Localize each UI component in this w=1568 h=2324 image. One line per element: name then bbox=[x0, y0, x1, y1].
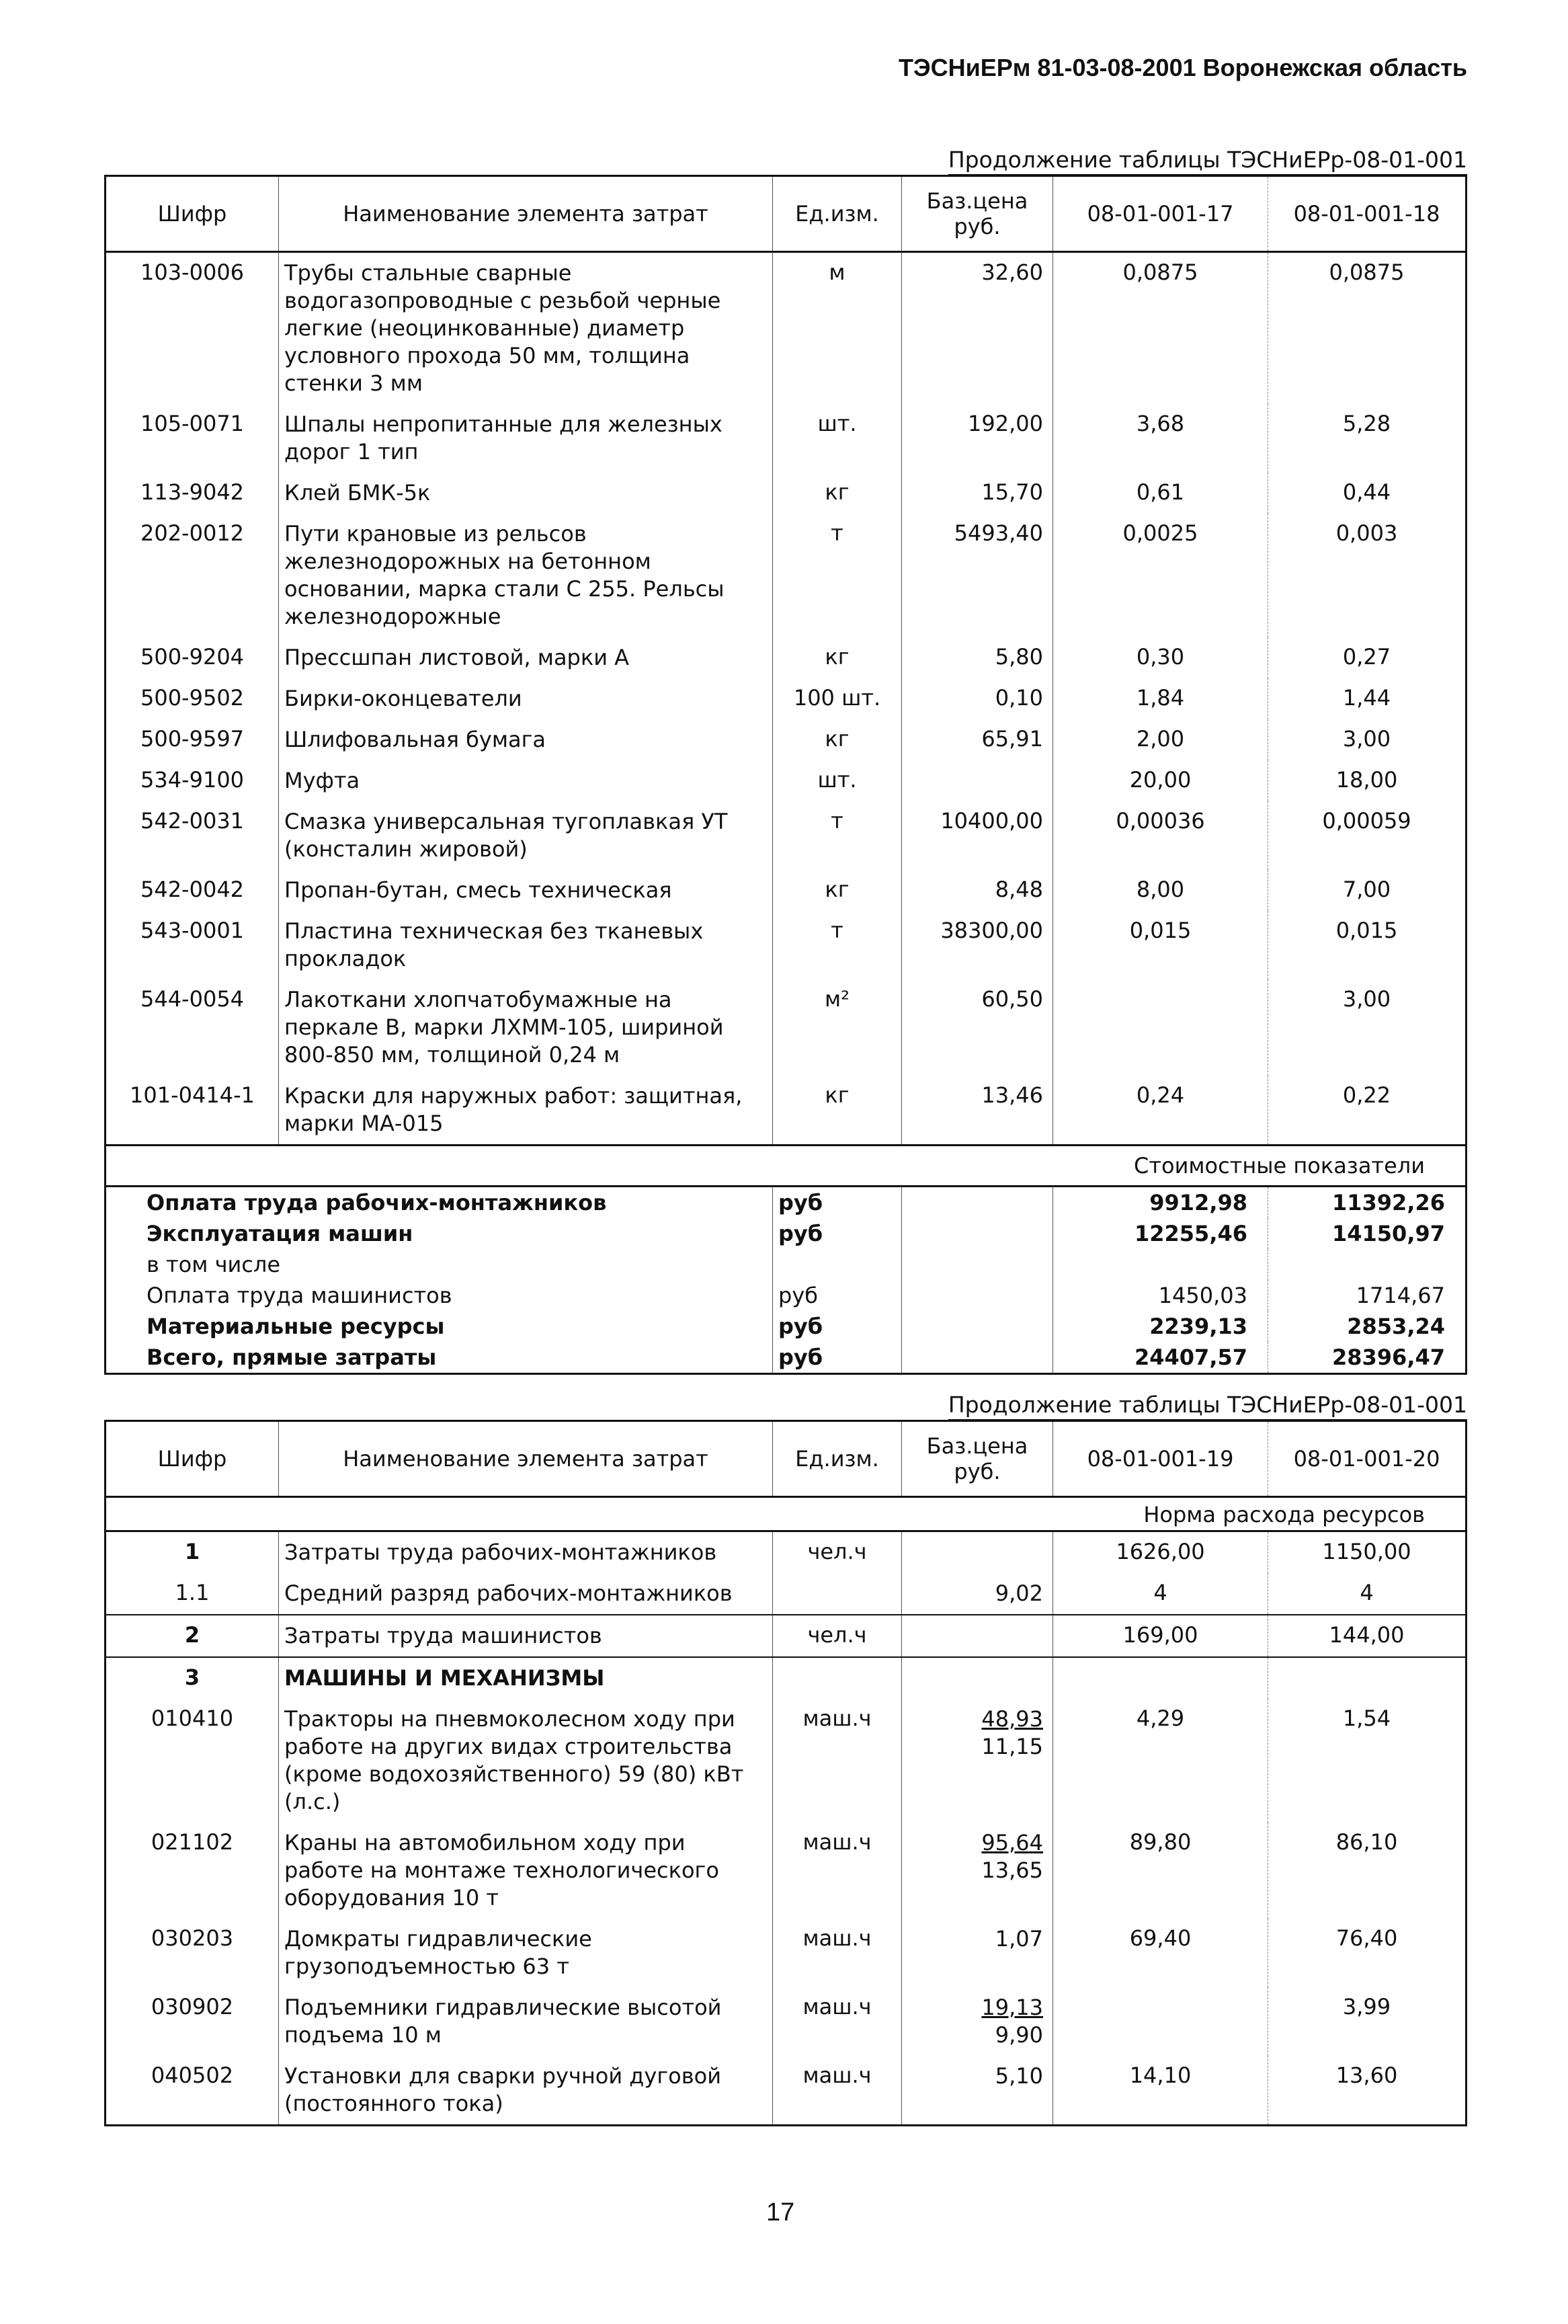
cell-value-1: 0,61 bbox=[1053, 473, 1268, 514]
summary-value-1: 1450,03 bbox=[1053, 1280, 1268, 1311]
price-stack bbox=[981, 1829, 1043, 1884]
summary-price bbox=[902, 1311, 1053, 1342]
table-materials bbox=[104, 175, 1467, 1375]
cell-price bbox=[902, 760, 1053, 801]
cell-code: 030902 bbox=[106, 1987, 279, 2056]
cell-unit: маш.ч bbox=[773, 1919, 902, 1987]
cell-value-2: 0,27 bbox=[1342, 644, 1391, 670]
col-header-v2: 08-01-001-18 bbox=[1268, 176, 1467, 252]
summary-unit bbox=[773, 1249, 902, 1280]
cell-unit: т bbox=[773, 801, 902, 870]
cell-name: Шлифовальная бумага bbox=[279, 719, 773, 760]
cell-unit bbox=[773, 1657, 902, 1699]
cell-price bbox=[902, 1657, 1053, 1699]
cell-code: 030203 bbox=[106, 1919, 279, 1987]
cell-value-1: 0,30 bbox=[1053, 637, 1268, 678]
col-header-unit: Ед.изм. bbox=[773, 176, 902, 252]
cell-value-1: 4 bbox=[1053, 1573, 1268, 1615]
document-header: ТЭСНиЕРм 81-03-08-2001 Воронежская область bbox=[899, 54, 1467, 81]
cell-value-2: 1,44 bbox=[1342, 685, 1391, 711]
cell-code: 101-0414-1 bbox=[106, 1076, 279, 1146]
cell-code: 542-0042 bbox=[106, 870, 279, 911]
table-row bbox=[106, 1699, 1467, 1822]
cell-code: 040502 bbox=[106, 2056, 279, 2126]
table-row bbox=[106, 979, 1467, 1076]
cell-name: Домкраты гидравлические грузоподъемностью 63 т bbox=[279, 1919, 773, 1987]
cell-name: Пропан-бутан, смесь техническая bbox=[279, 870, 773, 911]
table-row bbox=[106, 1919, 1467, 1987]
cell-price: 192,00 bbox=[902, 404, 1053, 473]
cell-value-2: 3,00 bbox=[1342, 986, 1391, 1012]
cell-code: 010410 bbox=[106, 1699, 279, 1822]
cell-code: 103-0006 bbox=[106, 252, 279, 405]
cell-value-2: 86,10 bbox=[1335, 1829, 1398, 1855]
cell-value-2: 0,44 bbox=[1342, 479, 1391, 505]
cell-price: 13,46 bbox=[902, 1076, 1053, 1146]
cell-value-1: 3,68 bbox=[1053, 404, 1268, 473]
table-row bbox=[106, 911, 1467, 979]
summary-label: Эксплуатация машин bbox=[106, 1218, 773, 1249]
cell-unit: маш.ч bbox=[773, 1822, 902, 1919]
table-row bbox=[106, 252, 1467, 405]
cell-name: Трубы стальные сварные водогазопроводные с резьбой черные легкие (неоцинкованные) диаметр условного прохода 50 мм, толщина стенки 3 мм bbox=[279, 252, 773, 405]
col-header-v1: 08-01-001-19 bbox=[1053, 1421, 1268, 1497]
cell-code: 3 bbox=[106, 1657, 279, 1699]
summary-row bbox=[106, 1218, 1467, 1249]
summary-label: в том числе bbox=[106, 1249, 773, 1280]
cell-name: Лакоткани хлопчатобумажные на перкале В, марки ЛХММ-105, шириной 800-850 мм, толщиной 0,24 м bbox=[279, 979, 773, 1076]
cell-name: Пути крановые из рельсов железнодорожных на бетонном основании, марка стали С 255. Рельсы железнодорожные bbox=[279, 514, 773, 637]
cell-price: 5,80 bbox=[902, 637, 1053, 678]
cell-unit: 100 шт. bbox=[773, 678, 902, 719]
cell-code: 534-9100 bbox=[106, 760, 279, 801]
price-stack bbox=[995, 1580, 1043, 1607]
cell-unit: кг bbox=[773, 473, 902, 514]
summary-value-2: 2853,24 bbox=[1347, 1314, 1445, 1339]
cell-price bbox=[902, 1699, 1053, 1822]
col-header-code: Шифр bbox=[106, 1421, 279, 1497]
section-label: Норма расхода ресурсов bbox=[106, 1497, 1467, 1531]
cell-unit: т bbox=[773, 514, 902, 637]
summary-value-1: 2239,13 bbox=[1053, 1311, 1268, 1342]
table-row bbox=[106, 1615, 1467, 1657]
cell-price bbox=[902, 1573, 1053, 1615]
cell-value-2: 0,003 bbox=[1335, 520, 1398, 546]
cell-value-1: 8,00 bbox=[1053, 870, 1268, 911]
cell-price: 8,48 bbox=[902, 870, 1053, 911]
section-row bbox=[106, 1146, 1467, 1187]
cell-value-2: 4 bbox=[1360, 1580, 1374, 1605]
summary-unit: руб bbox=[773, 1187, 902, 1219]
cell-price bbox=[902, 1822, 1053, 1919]
summary-label: Оплата труда рабочих-монтажников bbox=[106, 1187, 773, 1219]
price-machinist-value: 11,15 bbox=[981, 1734, 1043, 1759]
cell-value-1: 1,84 bbox=[1053, 678, 1268, 719]
cell-code: 1.1 bbox=[106, 1573, 279, 1615]
cell-price: 65,91 bbox=[902, 719, 1053, 760]
price-stack bbox=[995, 2062, 1043, 2090]
table-row bbox=[106, 637, 1467, 678]
cell-name: Краски для наружных работ: защитная, марки МА-015 bbox=[279, 1076, 773, 1146]
cell-value-2: 0,22 bbox=[1342, 1082, 1391, 1108]
table-row bbox=[106, 719, 1467, 760]
cell-code: 2 bbox=[106, 1615, 279, 1657]
cell-unit: м² bbox=[773, 979, 902, 1076]
col-header-price: Баз.цена руб. bbox=[902, 176, 1053, 252]
cell-value-2: 3,99 bbox=[1342, 1994, 1391, 2019]
cell-price: 38300,00 bbox=[902, 911, 1053, 979]
cell-code: 1 bbox=[106, 1531, 279, 1574]
cell-value-2: 0,00059 bbox=[1322, 808, 1411, 834]
cell-value-1 bbox=[1053, 1987, 1268, 2056]
summary-value-2 bbox=[1268, 1249, 1467, 1280]
cell-name: Краны на автомобильном ходу при работе на монтаже технологического оборудования 10 т bbox=[279, 1822, 773, 1919]
cell-value-1: 89,80 bbox=[1053, 1822, 1268, 1919]
cell-value-2 bbox=[1268, 1657, 1467, 1699]
summary-value-2: 1714,67 bbox=[1356, 1283, 1445, 1308]
cell-value-1: 0,24 bbox=[1053, 1076, 1268, 1146]
cell-code: 113-9042 bbox=[106, 473, 279, 514]
section-row bbox=[106, 1497, 1467, 1531]
cell-price bbox=[902, 1531, 1053, 1574]
cell-name: Пластина техническая без тканевых прокладок bbox=[279, 911, 773, 979]
cell-name: Тракторы на пневмоколесном ходу при работе на других видах строительства (кроме водохозяйственного) 59 (80) кВт (л.с.) bbox=[279, 1699, 773, 1822]
cell-code: 202-0012 bbox=[106, 514, 279, 637]
cell-value-2: 1150,00 bbox=[1322, 1539, 1411, 1564]
cell-unit: кг bbox=[773, 719, 902, 760]
summary-price bbox=[902, 1249, 1053, 1280]
cell-code: 542-0031 bbox=[106, 801, 279, 870]
page-number: 17 bbox=[766, 2198, 795, 2227]
price-value: 19,13 bbox=[981, 1995, 1043, 2020]
table-row bbox=[106, 1657, 1467, 1699]
col-header-code: Шифр bbox=[106, 176, 279, 252]
col-header-unit: Ед.изм. bbox=[773, 1421, 902, 1497]
summary-value-1: 24407,57 bbox=[1053, 1342, 1268, 1374]
price-machinist-value: 13,65 bbox=[981, 1857, 1043, 1883]
cell-value-2: 13,60 bbox=[1268, 2056, 1467, 2126]
cell-unit: шт. bbox=[773, 404, 902, 473]
cell-unit: маш.ч bbox=[773, 1699, 902, 1822]
cell-value-2: 5,28 bbox=[1342, 411, 1391, 436]
cell-value-1: 0,0025 bbox=[1053, 514, 1268, 637]
table-row bbox=[106, 870, 1467, 911]
summary-value-2: 28396,47 bbox=[1268, 1342, 1467, 1374]
cell-value-2: 1,54 bbox=[1342, 1706, 1391, 1731]
table-row bbox=[106, 1573, 1467, 1615]
summary-row bbox=[106, 1280, 1467, 1311]
summary-row bbox=[106, 1311, 1467, 1342]
cell-value-1: 169,00 bbox=[1053, 1615, 1268, 1657]
cell-unit: маш.ч bbox=[773, 1987, 902, 2056]
cell-value-1: 1626,00 bbox=[1053, 1531, 1268, 1574]
cell-unit: чел.ч bbox=[773, 1615, 902, 1657]
price-value: 5,10 bbox=[995, 2063, 1043, 2089]
cell-unit: кг bbox=[773, 1076, 902, 1146]
summary-value-1: 12255,46 bbox=[1053, 1218, 1268, 1249]
price-stack bbox=[981, 1706, 1043, 1761]
cell-name: Шпалы непропитанные для железных дорог 1 тип bbox=[279, 404, 773, 473]
table-row bbox=[106, 1531, 1467, 1574]
summary-value-1: 9912,98 bbox=[1053, 1187, 1268, 1219]
summary-unit: руб bbox=[773, 1218, 902, 1249]
cell-price: 15,70 bbox=[902, 473, 1053, 514]
cell-price bbox=[902, 1987, 1053, 2056]
summary-value-2: 14150,97 bbox=[1331, 1221, 1445, 1246]
table-row bbox=[106, 801, 1467, 870]
cell-name: Бирки-оконцеватели bbox=[279, 678, 773, 719]
price-value: 95,64 bbox=[981, 1830, 1043, 1855]
summary-value-1 bbox=[1053, 1249, 1268, 1280]
cell-name: Клей БМК-5к bbox=[279, 473, 773, 514]
summary-label: Оплата труда машинистов bbox=[106, 1280, 773, 1311]
cell-price: 5493,40 bbox=[902, 514, 1053, 637]
table-row bbox=[106, 473, 1467, 514]
cell-price: 10400,00 bbox=[902, 801, 1053, 870]
summary-unit: руб bbox=[773, 1280, 902, 1311]
cell-value-2: 7,00 bbox=[1342, 877, 1391, 902]
summary-unit: руб bbox=[773, 1342, 902, 1374]
cell-value-1: 0,00036 bbox=[1053, 801, 1268, 870]
cell-code: 543-0001 bbox=[106, 911, 279, 979]
cell-code: 105-0071 bbox=[106, 404, 279, 473]
table-resources bbox=[104, 1420, 1467, 2126]
table-row bbox=[106, 1822, 1467, 1919]
cell-unit: м bbox=[773, 252, 902, 405]
section-label: Стоимостные показатели bbox=[106, 1146, 1467, 1187]
cell-name: Прессшпан листовой, марки А bbox=[279, 637, 773, 678]
cell-value-1: 4,29 bbox=[1053, 1699, 1268, 1822]
price-stack bbox=[995, 1925, 1043, 1953]
cell-value-2: 0,0875 bbox=[1329, 259, 1405, 285]
cell-price: 32,60 bbox=[902, 252, 1053, 405]
cell-unit: т bbox=[773, 911, 902, 979]
price-value: 9,02 bbox=[995, 1580, 1043, 1606]
col-header-v1: 08-01-001-17 bbox=[1053, 176, 1268, 252]
cell-price: 0,10 bbox=[902, 678, 1053, 719]
summary-price bbox=[902, 1280, 1053, 1311]
summary-price bbox=[902, 1187, 1053, 1219]
table2-caption: Продолжение таблицы ТЭСНиЕРр-08-01-001 bbox=[948, 1392, 1467, 1420]
cell-code: 500-9597 bbox=[106, 719, 279, 760]
cell-value-1: 20,00 bbox=[1053, 760, 1268, 801]
summary-row bbox=[106, 1187, 1467, 1219]
summary-label: Всего, прямые затраты bbox=[106, 1342, 773, 1374]
col-header-name: Наименование элемента затрат bbox=[279, 1421, 773, 1497]
cell-price bbox=[902, 2056, 1053, 2126]
cell-unit: шт. bbox=[773, 760, 902, 801]
table-row bbox=[106, 678, 1467, 719]
cell-value-1: 14,10 bbox=[1053, 2056, 1268, 2126]
cell-value-1: 0,0875 bbox=[1053, 252, 1268, 405]
summary-row bbox=[106, 1342, 1467, 1374]
cell-value-2: 0,015 bbox=[1335, 918, 1398, 943]
cell-name: Средний разряд рабочих-монтажников bbox=[279, 1573, 773, 1615]
table-row bbox=[106, 2056, 1467, 2126]
cell-price: 60,50 bbox=[902, 979, 1053, 1076]
cell-price bbox=[902, 1615, 1053, 1657]
cell-unit: кг bbox=[773, 637, 902, 678]
cell-unit bbox=[773, 1573, 902, 1615]
table1-caption: Продолжение таблицы ТЭСНиЕРр-08-01-001 bbox=[948, 147, 1467, 175]
cell-value-2: 3,00 bbox=[1342, 726, 1391, 752]
cell-value-2: 144,00 bbox=[1268, 1615, 1467, 1657]
cell-value-1: 0,015 bbox=[1053, 911, 1268, 979]
table-row bbox=[106, 514, 1467, 637]
cell-code: 544-0054 bbox=[106, 979, 279, 1076]
cell-name: Смазка универсальная тугоплавкая УТ (консталин жировой) bbox=[279, 801, 773, 870]
summary-value-2: 11392,26 bbox=[1331, 1190, 1445, 1215]
cell-value-1 bbox=[1053, 1657, 1268, 1699]
cell-unit: кг bbox=[773, 870, 902, 911]
col-header-price: Баз.цена руб. bbox=[902, 1421, 1053, 1497]
col-header-name: Наименование элемента затрат bbox=[279, 176, 773, 252]
cell-value-2: 76,40 bbox=[1335, 1925, 1398, 1951]
table-row bbox=[106, 760, 1467, 801]
cell-name: Затраты труда рабочих-монтажников bbox=[279, 1531, 773, 1574]
cell-name: Установки для сварки ручной дуговой (постоянного тока) bbox=[279, 2056, 773, 2126]
cell-name: Подъемники гидравлические высотой подъема 10 м bbox=[279, 1987, 773, 2056]
price-value: 48,93 bbox=[981, 1706, 1043, 1732]
cell-value-1: 69,40 bbox=[1053, 1919, 1268, 1987]
cell-value-1 bbox=[1053, 979, 1268, 1076]
cell-value-1: 2,00 bbox=[1053, 719, 1268, 760]
cell-code: 021102 bbox=[106, 1822, 279, 1919]
col-header-v2: 08-01-001-20 bbox=[1268, 1421, 1467, 1497]
price-value: 1,07 bbox=[995, 1926, 1043, 1952]
price-machinist-value: 9,90 bbox=[995, 2022, 1043, 2048]
table-row bbox=[106, 1076, 1467, 1146]
cell-name: Муфта bbox=[279, 760, 773, 801]
cell-code: 500-9204 bbox=[106, 637, 279, 678]
summary-row bbox=[106, 1249, 1467, 1280]
summary-price bbox=[902, 1218, 1053, 1249]
cell-unit: чел.ч bbox=[773, 1531, 902, 1574]
summary-label: Материальные ресурсы bbox=[106, 1311, 773, 1342]
table-row bbox=[106, 1987, 1467, 2056]
table-row bbox=[106, 404, 1467, 473]
cell-code: 500-9502 bbox=[106, 678, 279, 719]
cell-name: Затраты труда машинистов bbox=[279, 1615, 773, 1657]
cell-value-2: 18,00 bbox=[1335, 767, 1398, 793]
summary-price bbox=[902, 1342, 1053, 1374]
cell-unit: маш.ч bbox=[773, 2056, 902, 2126]
summary-unit: руб bbox=[773, 1311, 902, 1342]
cell-price bbox=[902, 1919, 1053, 1987]
cell-name: МАШИНЫ И МЕХАНИЗМЫ bbox=[279, 1657, 773, 1699]
price-stack bbox=[981, 1994, 1043, 2049]
